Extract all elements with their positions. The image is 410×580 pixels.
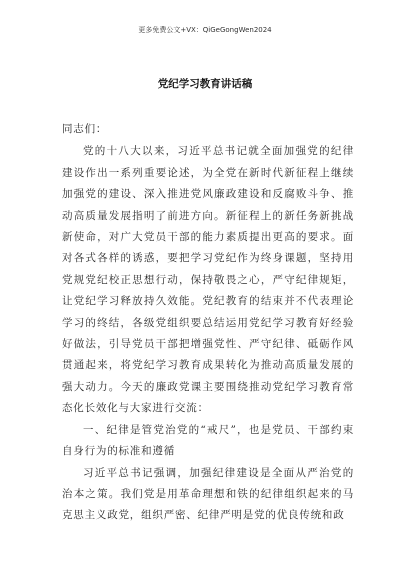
document-body (62, 119, 354, 527)
section-heading-1: 一、纪律是管党治党的“戒尺”，也是党员、干部约束自身行为的标准和遵循 (62, 423, 354, 458)
header-note: 更多免费公文+VX：QiGeGongWen2024 (138, 26, 272, 34)
paragraph-section-1: 习近平总书记强调，加强纪律建设是全面从严治党的治本之策。我们党是用革命理想和铁的纪律组织起来的马克思主义政党，组织严密、纪律严明是党的优良传统和政 (62, 466, 354, 522)
salutation: 同志们： (62, 123, 108, 135)
paragraph-intro: 党的十八大以来，习近平总书记就全面加强党的纪律建设作出一系列重要论述，为全党在新时代新征程上继续加强党的建设、深入推进党风廉政建设和反腐败斗争、推动高质量发展指明了前进方向。新征程上的新任务新挑战新使命，对广大党员干部的能力素质提出更高的要求。面对各式各样的诱惑，要把学习党纪作为终身课题，坚持用党规党纪校正思想行动，保持敬畏之心，严守纪律规矩，让党纪学习释放持久效能。党纪教育的结束并不代表理论学习的终结，各级党组织要总结运用党纪学习教育好经验好做法，引导党员干部把增强党性、严守纪律、砥砺作风贯通起来，将党纪学习教育成果转化为推动高质量发展的强大动力。今天的廉政党课主要围绕推动党纪学习教育常态化长效化与大家进行交流： (62, 145, 354, 415)
document-title: 党纪学习教育讲话稿 (157, 78, 253, 90)
